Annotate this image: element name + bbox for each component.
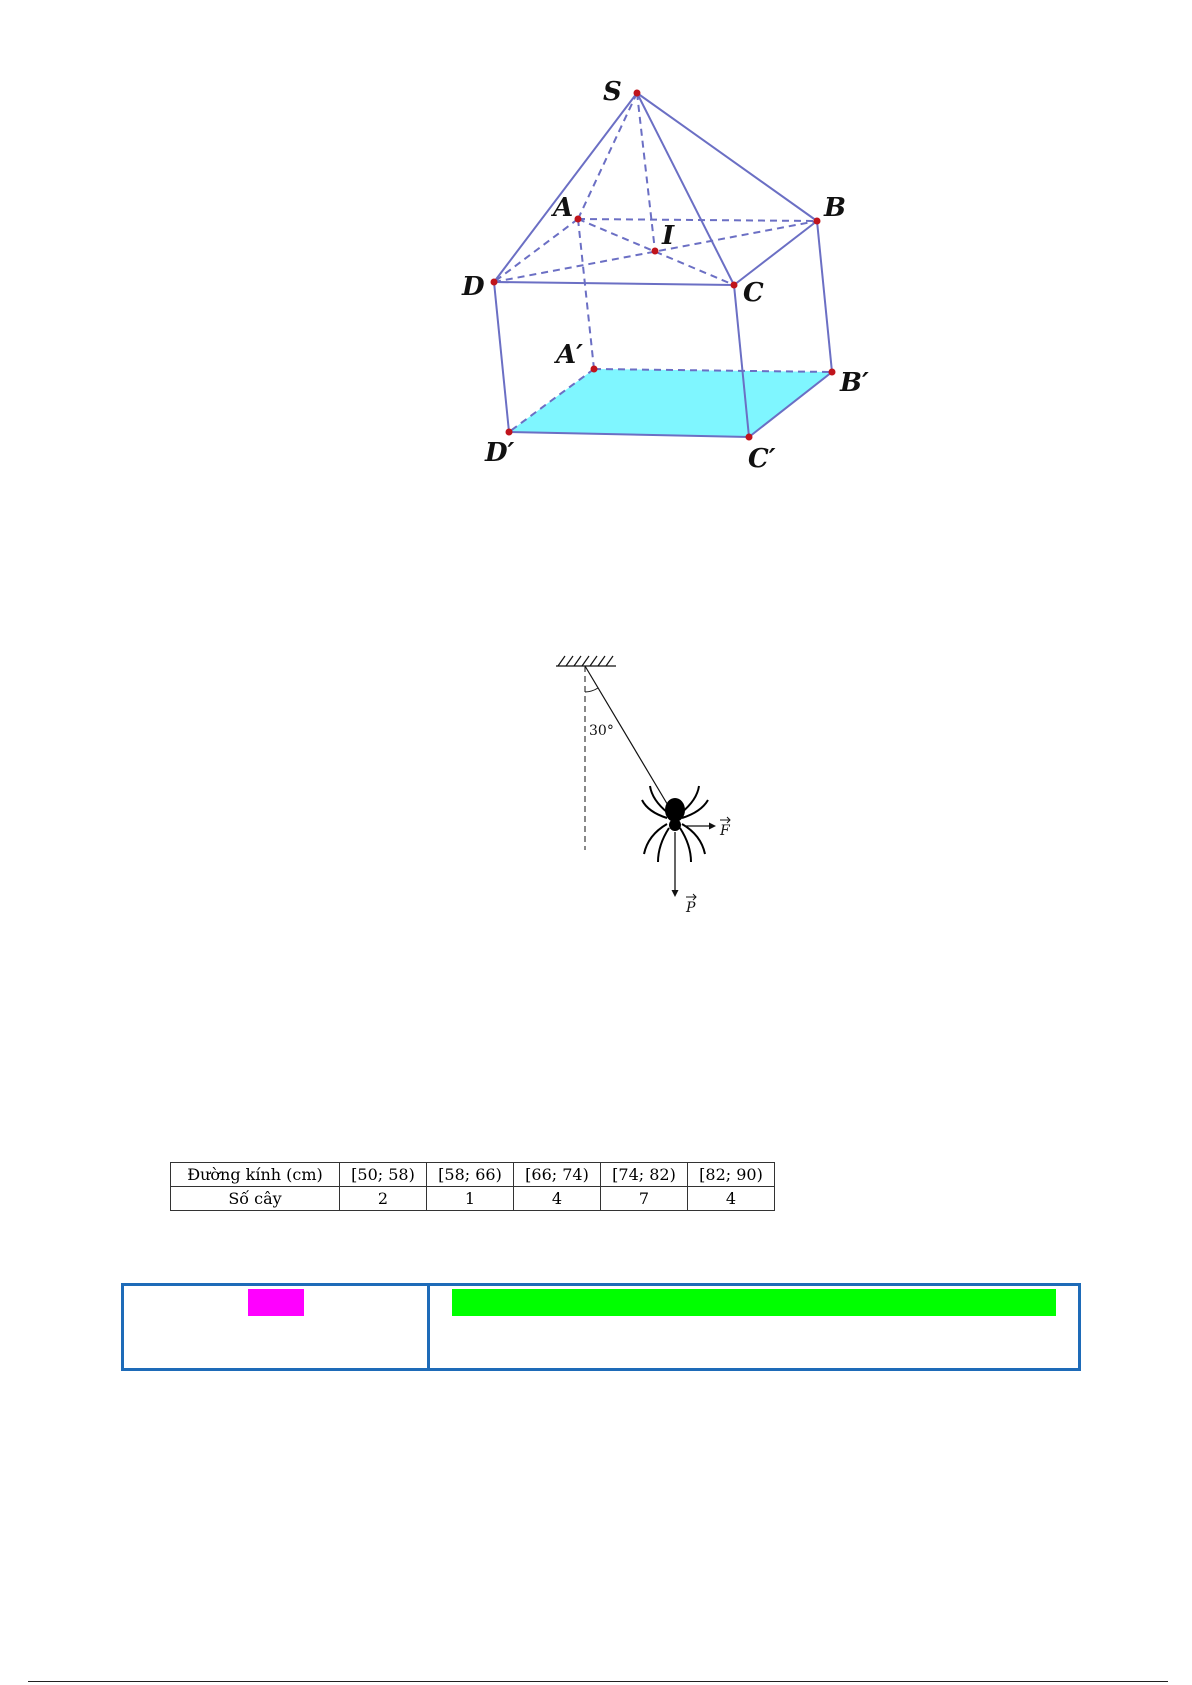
label-S: S <box>603 77 622 107</box>
table-header-cell: Số cây <box>171 1187 340 1211</box>
table-cell: [66; 74) <box>514 1163 601 1187</box>
label-D-prime: D′ <box>485 438 515 468</box>
angle-arc <box>585 688 598 692</box>
footer-divider <box>427 1286 430 1368</box>
table-cell: [58; 66) <box>427 1163 514 1187</box>
thread <box>585 666 672 812</box>
label-A-prime: A′ <box>556 340 584 370</box>
force-P-label: P <box>686 900 696 916</box>
table-row-count <box>171 1187 775 1211</box>
table-cell: [50; 58) <box>340 1163 427 1187</box>
prism-pyramid-figure <box>0 0 1192 480</box>
table-cell: 1 <box>427 1187 514 1211</box>
green-highlight <box>452 1289 1056 1316</box>
spider-force-figure <box>540 640 760 920</box>
ceiling-hatch <box>558 656 613 666</box>
frequency-table <box>170 1162 775 1211</box>
spider-body <box>665 798 685 822</box>
table-header-cell: Đường kính (cm) <box>171 1163 340 1187</box>
base-face <box>509 369 832 437</box>
label-C: C <box>743 278 764 308</box>
table-cell: 7 <box>601 1187 688 1211</box>
table-cell: [82; 90) <box>688 1163 775 1187</box>
label-I: I <box>662 221 675 251</box>
angle-label: 30° <box>589 723 614 739</box>
table-cell: 4 <box>514 1187 601 1211</box>
label-C-prime: C′ <box>748 444 776 474</box>
table-cell: [74; 82) <box>601 1163 688 1187</box>
table-row-diameter <box>171 1163 775 1187</box>
label-B: B <box>824 193 846 223</box>
spider-head <box>669 819 681 831</box>
label-B-prime: B′ <box>840 368 869 398</box>
force-F-arrowhead <box>709 823 716 830</box>
magenta-highlight <box>248 1289 304 1316</box>
page-bottom-rule <box>28 1681 1168 1682</box>
table-cell: 2 <box>340 1187 427 1211</box>
force-P-arrowhead <box>672 890 679 897</box>
force-F-label: F <box>720 823 730 839</box>
footer-box <box>121 1283 1081 1371</box>
label-D: D <box>462 272 485 302</box>
table-cell: 4 <box>688 1187 775 1211</box>
label-A: A <box>553 193 574 223</box>
